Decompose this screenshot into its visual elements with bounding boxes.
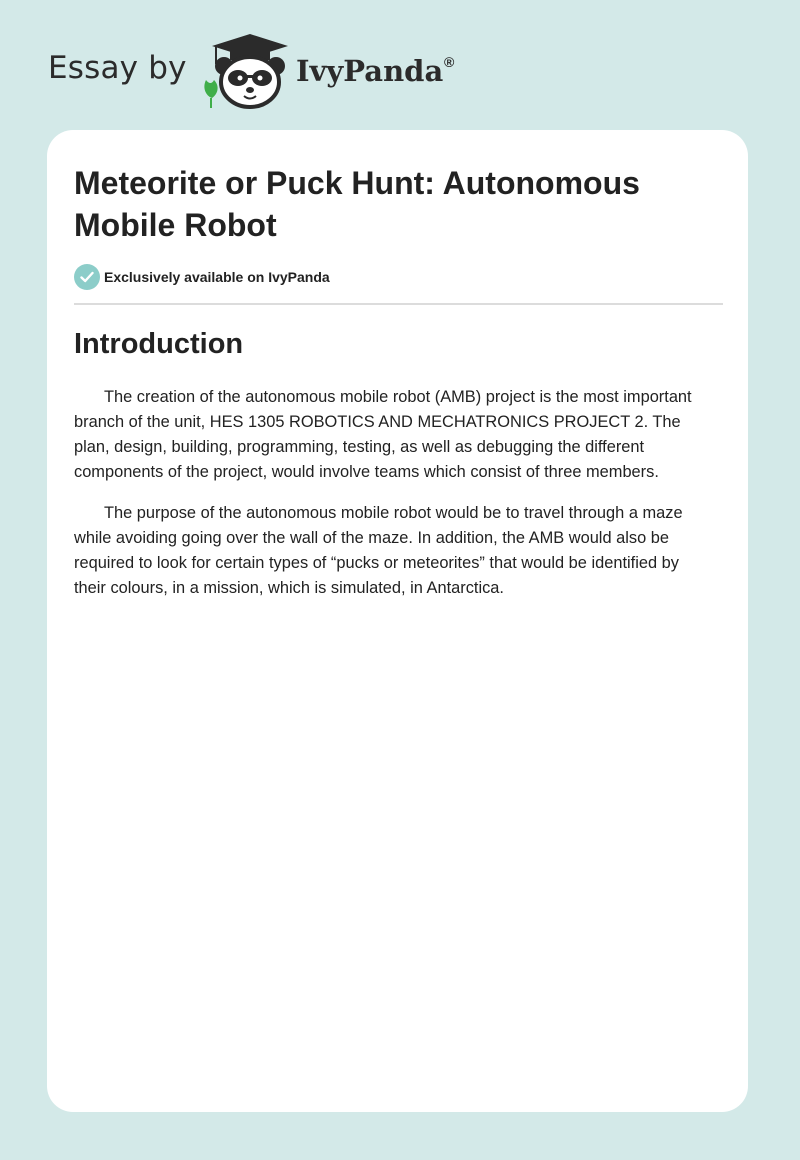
page-title: Meteorite or Puck Hunt: Autonomous Mobile Robot <box>74 165 640 243</box>
badge-label: Exclusively available on IvyPanda <box>104 269 330 285</box>
paragraph: The creation of the autonomous mobile robot (AMB) project is the most important branch of the unit, HES 1305 ROBOTICS AND MECHATRONICS PROJECT 2. The plan, design, building, programming, testing, as well as debugging the different components of the project, would involve teams which consist of three members. <box>74 388 692 481</box>
essay-card <box>47 130 748 1112</box>
site-header <box>48 34 508 114</box>
paragraph: The purpose of the autonomous mobile robot would be to travel through a maze while avoiding going over the wall of the maze. In addition, the AMB would also be required to look for certain types of “pucks or meteorites” that would be identified by their colours, in a mission, which is simulated, in Antarctica. <box>74 504 683 597</box>
panda-logo-icon[interactable] <box>200 34 296 110</box>
divider <box>74 303 723 305</box>
brand-name[interactable]: IvyPanda <box>296 54 444 88</box>
section-heading: Introduction <box>74 328 244 360</box>
check-circle-icon <box>74 264 100 290</box>
registered-mark: ® <box>444 54 455 70</box>
exclusive-badge <box>74 264 330 290</box>
essay-by-label: Essay by <box>48 50 187 86</box>
